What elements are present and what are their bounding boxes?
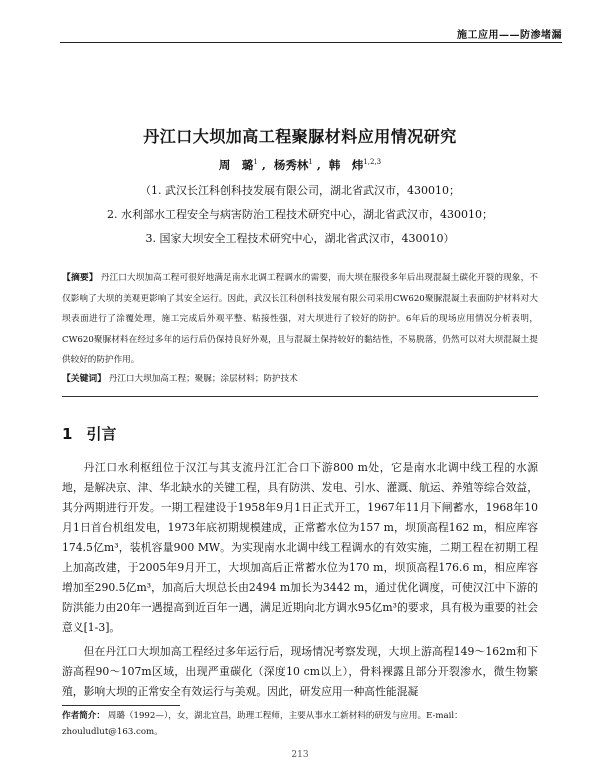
author-list: 周 璐$^1$ , 杨秀林$^1$ , 韩 炜$^{1,2,3}$	[218, 158, 382, 172]
abstract-label: 【摘要】	[62, 273, 98, 283]
footnote-rule	[62, 705, 180, 706]
page-number: 213	[291, 750, 309, 760]
affiliation-1: （1. 武汉长江科创科技发展有限公司，湖北省武汉市，430010；	[140, 184, 460, 197]
section-number: 1	[62, 425, 73, 443]
affiliation-3: 3. 国家大坝安全工程技术研究中心，湖北省武汉市，430010）	[145, 232, 455, 245]
body-paragraph-2: 但在丹江口大坝加高工程经过多年运行后，现场情况考察发现，大坝上游高程149～162m和下游高程90～107m区域，出现严重碳化（深度10 cm以上），骨料裸露且部分开裂渗水，微生物繁殖，影响大坝的正常安全有效运行与美观。因此，研发应用一种高性能混凝	[62, 645, 538, 698]
abstract	[62, 268, 538, 371]
author-name: 杨秀林$^1$	[273, 158, 313, 172]
keywords	[62, 372, 538, 386]
abstract-text: 丹江口大坝加高工程可很好地满足南水北调工程调水的需要，而大坝在服役多年后出现混凝土碳化开裂的现象，不仅影响了大坝的美观更影响了其安全运行。因此，武汉长江科创科技发展有限公司采用CW620聚脲混凝土表面防护材料对大坝表面进行了涂覆处理，施工完成后外观平整、粘接性强，对大坝进行了较好的防护。6年后的现场应用情况分析表明，CW620聚脲材料在经过多年的运行后仍保持良好外观，且与混凝土保持较好的黏结性，不易脱落，仍然可以对大坝混凝土提供较好的防护作用。	[62, 273, 538, 365]
keywords-text: 丹江口大坝加高工程；聚脲；涂层材料；防护技术	[108, 374, 298, 384]
footnote-label: 作者简介：	[62, 711, 105, 721]
running-header	[60, 24, 562, 43]
author-name: 周 璐$^1$	[218, 158, 258, 172]
section-divider	[62, 396, 538, 397]
paper-title: 丹江口大坝加高工程聚脲材料应用情况研究	[143, 127, 457, 146]
author-name: 韩 炜$^{1,2,3}$	[328, 158, 382, 172]
keywords-label: 【关键词】	[62, 374, 106, 384]
section-heading	[62, 423, 116, 444]
running-title: 施工应用——防渗堵漏	[457, 30, 562, 41]
section-title: 引言	[86, 425, 117, 443]
affiliation-2: 2. 水利部水工程安全与病害防治工程技术研究中心，湖北省武汉市，430010；	[107, 208, 493, 221]
footnote-text: 周璐（1992—），女，湖北宜昌，助理工程师，主要从事水工新材料的研发与应用。E-mail：zhouludlut@163.com。	[62, 711, 463, 737]
body-paragraph-1: 丹江口水利枢纽位于汉江与其支流丹江汇合口下游800 m处，它是南水北调中线工程的水源地，是解决京、津、华北缺水的关键工程，具有防洪、发电、引水、灌溉、航运、养殖等综合效益，其分两期进行开发。一期工程建设于1958年9月1日正式开工，1967年11月下闸蓄水，1968年10月1日首台机组发电，1973年底初期规模建成，正常蓄水位为157 m，坝顶高程162 m，相应库容174.5亿m³，装机容量900 MW。为实现南水北调中线工程调水的有效实施，二期工程在初期工程上加高改建，于2005年9月开工，大坝加高后正常蓄水位为170 m，坝顶高程176.6 m，相应库容增加至290.5亿m³，加高后大坝总长由2494 m加长为3442 m，通过优化调度，可使汉江中下游的防洪能力由20年一遇提高到近百年一遇，满足近期向北方调水95亿m³的要求，具有极为重要的社会意义[1-3]。	[62, 461, 538, 634]
author-footnote	[62, 708, 538, 740]
